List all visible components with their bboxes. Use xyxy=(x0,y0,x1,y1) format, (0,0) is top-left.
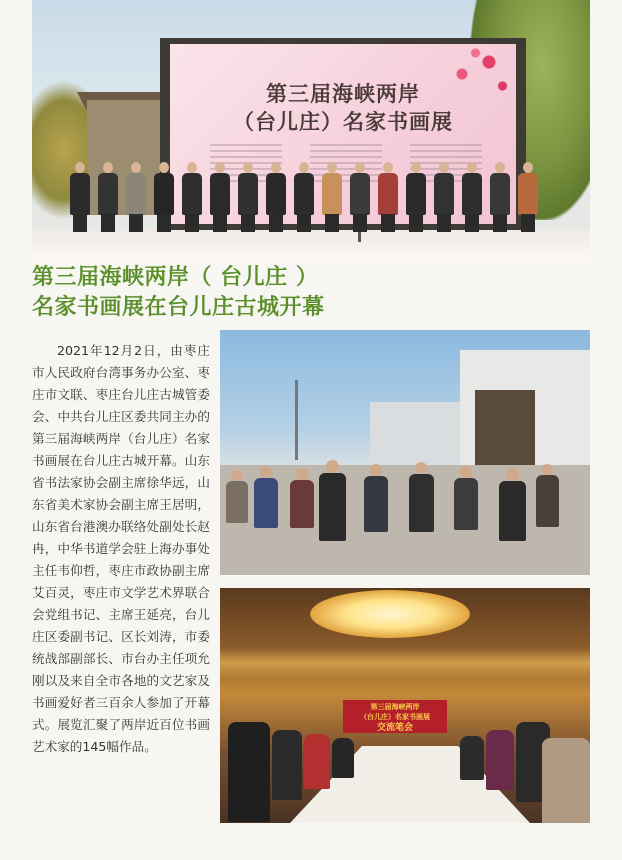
light-tower xyxy=(295,380,298,460)
ceiling-light xyxy=(220,648,590,678)
backdrop-line1: 第三届海峡两岸 xyxy=(370,703,420,711)
exhibition-hall-building xyxy=(460,350,590,470)
crowd-plaza-photo xyxy=(220,330,590,575)
article-body: 2021年12月2日，由枣庄市人民政府台湾事务办公室、枣庄市文联、枣庄台儿庄古城管委会、中共台儿庄区委共同主办的第三届海峡两岸（台儿庄）名家书画展在台儿庄古城开幕。山东省书法家协会副主席徐华远，山东省美术家协会副主席王居明，山东省台港澳办联络处副处长赵冉，中华书道学会驻上海办事处主任韦仰哲，枣庄市政协副主席艾百灵，枣庄市文学艺术界联合会党组书记、主席王延亮，台儿庄区委副书记、区长刘涛，市委统战部副部长、市台办主任项允刚以及来自全市各地的文艺家及书画爱好者三百余人参加了开幕式。展览汇聚了两岸近百位书画艺术家的145幅作品。 xyxy=(32,343,210,754)
opening-ceremony-photo xyxy=(32,0,590,262)
headline-line1: 第三届海峡两岸（ 台儿庄 ） xyxy=(32,265,319,290)
banner-title-line1: 第三届海峡两岸 xyxy=(266,81,420,106)
headline-line2: 名家书画展在台儿庄古城开幕 xyxy=(32,295,325,320)
backdrop-line3: 交流笔会 xyxy=(376,723,413,733)
guests-row xyxy=(68,162,588,238)
backdrop-line2: （台儿庄）名家书画展 xyxy=(360,713,430,721)
participants xyxy=(220,708,590,823)
article-headline xyxy=(32,263,592,323)
building xyxy=(370,402,465,462)
calligraphy-gathering-photo xyxy=(220,588,590,823)
page-footer xyxy=(32,836,590,837)
crowd xyxy=(220,458,590,568)
chandelier xyxy=(310,590,470,638)
banner-title-line2: （台儿庄）名家书画展 xyxy=(233,109,453,134)
